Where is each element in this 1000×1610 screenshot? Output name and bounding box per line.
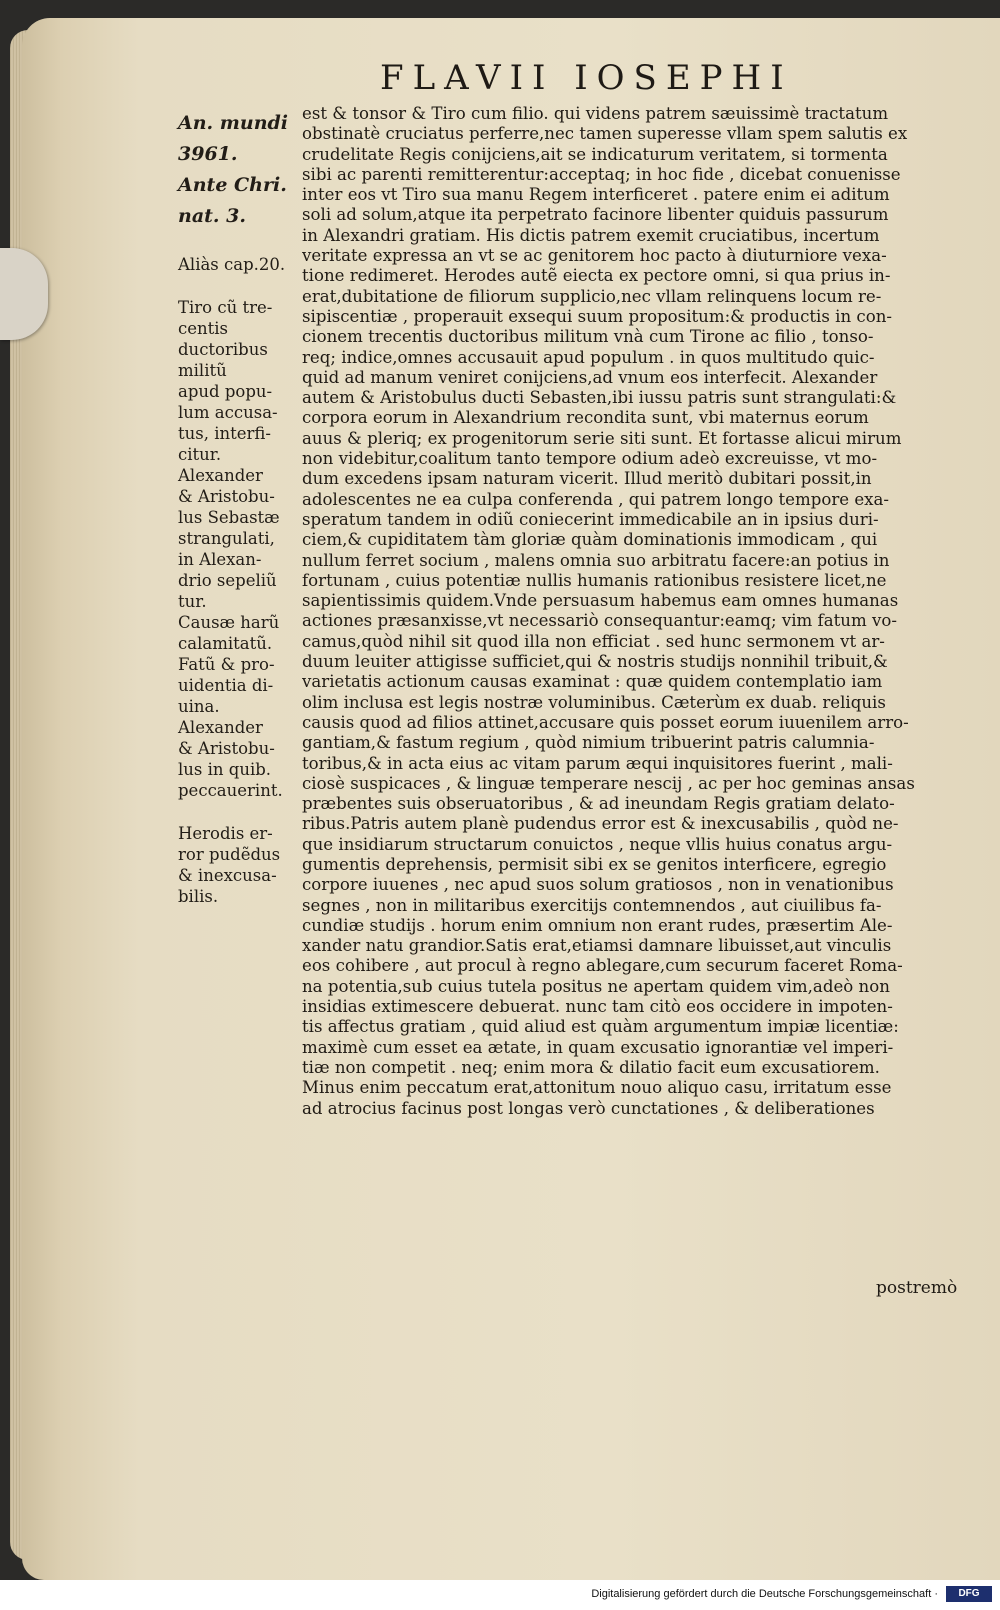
margin-note: lum accusa- bbox=[178, 403, 278, 422]
text-line: insidias extimescere debuerat. nunc tam citò eos occidere in impoten- bbox=[302, 997, 893, 1017]
text-line: obstinatè cruciatus perferre,nec tamen superesse vllam spem salutis ex bbox=[302, 124, 908, 144]
text-line: sipiscentiæ , properauit exsequi suum propositum:& productis in con- bbox=[302, 306, 892, 326]
text-line: camus,quòd nihil sit quod illa non efficiat . sed hunc sermonem vt ar- bbox=[302, 631, 885, 651]
text-line: Minus enim peccatum erat,attonitum nouo aliquo casu, irritatum esse bbox=[302, 1078, 892, 1098]
text-line: gantiam,& fastum regium , quòd nimium tribuerint patris calumnia- bbox=[302, 733, 875, 753]
text-line: ciem,& cupiditatem tàm gloriæ quàm dominationis immodicam , qui bbox=[302, 530, 878, 550]
margin-note: citur. bbox=[178, 445, 222, 464]
margin-note: Causæ harũ bbox=[178, 613, 280, 632]
running-title: FLAVII IOSEPHI bbox=[380, 58, 793, 98]
margin-note: & inexcusa- bbox=[178, 866, 277, 885]
margin-note: uidentia di- bbox=[178, 676, 274, 695]
text-line: eos cohibere , aut procul à regno ablegare,cum securum faceret Roma- bbox=[302, 956, 903, 976]
text-line: toribus,& in acta eius ac vitam parum æqui inquisitores fuerint , mali- bbox=[302, 753, 893, 773]
text-line: xander natu grandior.Satis erat,etiamsi damnare libuisset,aut vinculis bbox=[302, 936, 892, 956]
text-line: duum leuiter attigisse sufficiet,qui & nostris studijs nonnihil tribuit,& bbox=[302, 652, 888, 672]
footer bbox=[0, 1580, 1000, 1610]
text-line: sapientissimis quidem.Vnde persuasum habemus eam omnes humanas bbox=[302, 591, 899, 611]
margin-note: drio sepeliũ bbox=[178, 571, 277, 590]
margin-note: tus, interfi- bbox=[178, 424, 271, 443]
text-line: actiones præsanxisse,vt necessariò consequantur:eamq; vim fatum vo- bbox=[302, 611, 897, 631]
margin-note: & Aristobu- bbox=[178, 487, 275, 506]
margin-note: Tiro cũ tre- bbox=[178, 298, 273, 317]
text-line: veritate expressa an vt se ac genitorem hoc pacto à diuturniore vexa- bbox=[302, 246, 887, 266]
margin-note: nat. 3. bbox=[178, 205, 246, 227]
text-line: req; indice,omnes accusauit apud populum . in quos multitudo quic- bbox=[302, 347, 875, 367]
text-line: præbentes suis obseruatoribus , & ad ineundam Regis gratiam delato- bbox=[302, 794, 895, 814]
text-line: varietatis actionum causas examinat : quæ quidem contemplatio iam bbox=[302, 672, 883, 692]
text-line: soli ad solum,atque ita perpetrato facinore libenter quiduis passurum bbox=[302, 205, 889, 225]
margin-note: Ante Chri. bbox=[178, 174, 287, 196]
margin-note: apud popu- bbox=[178, 382, 273, 401]
text-line: maximè cum esset ea ætate, in quam excusatio ignorantiæ vel imperi- bbox=[302, 1037, 894, 1057]
text-line: dum excedens ipsam naturam vicerit. Illud meritò dubitari possit,in bbox=[302, 469, 872, 489]
margin-note: Fatũ & pro- bbox=[178, 655, 275, 674]
text-line: na potentia,sub cuius tutela positus ne apertam quidem vim,adeò non bbox=[302, 976, 890, 996]
text-line: speratum tandem in odiũ coniecerint immedicabile an in ipsius duri- bbox=[302, 509, 879, 529]
text-line: tis affectus gratiam , quid aliud est quàm argumentum impiæ licentiæ: bbox=[302, 1017, 899, 1037]
margin-note: Alexander bbox=[178, 718, 263, 737]
margin-note: centis ductoribus militũ bbox=[178, 319, 268, 380]
body-text bbox=[302, 104, 967, 1119]
text-line: est & tonsor & Tiro cum filio. qui videns patrem sæuissimè tractatum bbox=[302, 104, 889, 123]
margin-notes bbox=[178, 108, 303, 907]
text-line: sibi ac parenti remitterentur:acceptaq; in hoc fide , dicebat conuenisse bbox=[302, 164, 901, 184]
margin-note: tur. bbox=[178, 592, 207, 611]
margin-note: bilis. bbox=[178, 887, 219, 906]
text-line: fortunam , cuius potentiæ nullis humanis rationibus resistere licet,ne bbox=[302, 570, 887, 590]
text-line: cionem trecentis ductoribus militum vnà cum Tirone ac filio , tonso- bbox=[302, 327, 874, 347]
text-line: ciosè suspicaces , & linguæ temperare nescij , ac per hoc geminas ansas bbox=[302, 773, 915, 793]
text-line: causis quod ad filios attinet,accusare quis posset eorum iuuenilem arro- bbox=[302, 712, 909, 732]
text-line: olim inclusa est legis nostræ voluminibus. Cæterùm ex duab. reliquis bbox=[302, 692, 886, 712]
margin-note: & Aristobu- bbox=[178, 739, 275, 758]
catchword: postremò bbox=[876, 1278, 958, 1298]
margin-note: in Alexan- bbox=[178, 550, 262, 569]
margin-note: ror pudẽdus bbox=[178, 845, 281, 864]
text-line: erat,dubitatione de filiorum supplicio,nec vllam relinquens locum re- bbox=[302, 286, 882, 306]
text-line: gumentis deprehensis, permisit sibi ex se genitos interficere, egregio bbox=[302, 854, 887, 874]
text-line: non videbitur,coalitum tanto tempore odium adeò excreuisse, vt mo- bbox=[302, 449, 878, 469]
text-line: ribus.Patris autem planè pudendus error est & inexcusabilis , quòd ne- bbox=[302, 814, 899, 834]
margin-note: An. mundi bbox=[178, 112, 289, 134]
text-line: in Alexandri gratiam. His dictis patrem exemit cruciatibus, incertum bbox=[302, 225, 880, 245]
text-line: segnes , non in militaribus exercitijs contemnendos , aut ciuilibus fa- bbox=[302, 895, 882, 915]
text-line: tiæ non competit . neq; enim mora & dilatio facit eum excusatiorem. bbox=[302, 1057, 880, 1077]
text-line: ad atrocius facinus post longas verò cunctationes , & deliberationes bbox=[302, 1098, 875, 1118]
margin-note: 3961. bbox=[178, 143, 238, 165]
margin-note: Aliàs cap.20. bbox=[178, 255, 286, 274]
footer-credit: Digitalisierung gefördert durch die Deutsche Forschungsgemeinschaft · bbox=[591, 1588, 938, 1600]
margin-note: Alexander bbox=[178, 466, 263, 485]
margin-note: uina. bbox=[178, 697, 220, 716]
text-line: inter eos vt Tiro sua manu Regem interficeret . patere enim ei aditum bbox=[302, 185, 890, 205]
text-line: corpora eorum in Alexandrium recondita sunt, vbi maternus eorum bbox=[302, 408, 869, 428]
margin-note: lus Sebastæ bbox=[178, 508, 280, 527]
margin-note: peccauerint. bbox=[178, 781, 283, 800]
margin-note: lus in quib. bbox=[178, 760, 272, 779]
text-line: tione redimeret. Herodes autẽ eiecta ex pectore omni, si qua prius in- bbox=[302, 266, 891, 286]
text-line: corpore iuuenes , nec apud suos solum gratiosos , non in venationibus bbox=[302, 875, 894, 895]
text-line: autem & Aristobulus ducti Sebasten,ibi iussu patris sunt strangulati:& bbox=[302, 388, 897, 408]
text-line: cundiæ studijs . horum enim omnium non erant rudes, præsertim Ale- bbox=[302, 915, 893, 935]
text-line: adolescentes ne ea culpa conferenda , qui patrem longo tempore exa- bbox=[302, 489, 890, 509]
text-line: crudelitate Regis conijciens,ait se indicaturum veritatem, si tormenta bbox=[302, 144, 888, 164]
dfg-logo: DFG bbox=[946, 1586, 992, 1602]
margin-note: strangulati, bbox=[178, 529, 275, 548]
text-line: auus & pleriq; ex progenitorum serie siti sunt. Et fortasse alicui mirum bbox=[302, 428, 902, 448]
margin-note: calamitatũ. bbox=[178, 634, 273, 653]
text-line: que insidiarum structarum conuictos , neque vllis huius conatus argu- bbox=[302, 834, 893, 854]
margin-note: Herodis er- bbox=[178, 824, 273, 843]
text-line: nullum ferret socium , malens omnia suo arbitratu facere:an potius in bbox=[302, 550, 890, 570]
text-line: quid ad manum veniret conijciens,ad vnum eos interfecit. Alexander bbox=[302, 367, 878, 387]
